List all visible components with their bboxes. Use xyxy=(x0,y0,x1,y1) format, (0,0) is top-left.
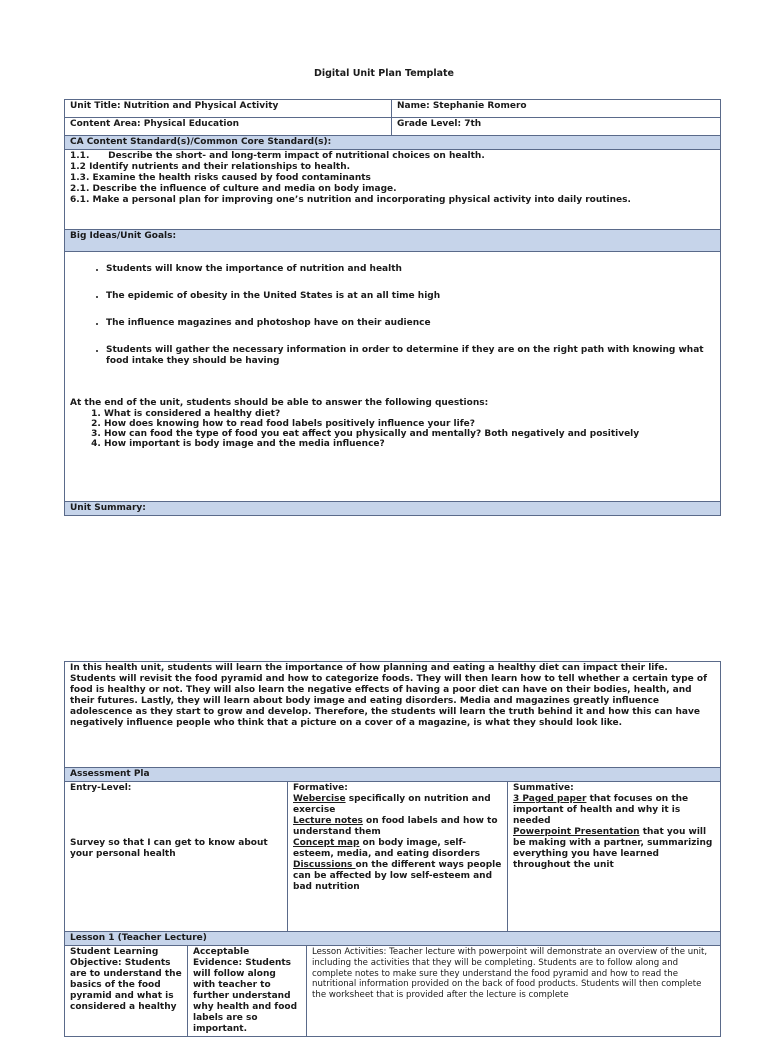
summative-cell xyxy=(508,782,721,932)
list-item: 2. How does knowing how to read food labels positively influence your life? xyxy=(104,419,715,429)
content-area-cell: Content Area: Physical Education xyxy=(65,118,392,136)
teacher-name-cell: Name: Stephanie Romero xyxy=(392,100,721,118)
lecture-notes-text: on food labels and how to understand them xyxy=(293,816,498,837)
unit-summary-header: Unit Summary: xyxy=(65,502,721,516)
concept-map-text: on body image, self-esteem, media, and eating disorders xyxy=(293,838,480,859)
unit-plan-table-continued xyxy=(64,661,721,1037)
lesson1-objective: Student Learning Objective: Students are to understand the basics of the food pyramid and what is considered a healthy xyxy=(65,946,188,1037)
list-item: 4. How important is body image and the media influence? xyxy=(104,439,715,449)
formative-cell xyxy=(288,782,508,932)
summative-header: Summative: xyxy=(513,783,574,793)
list-item: • Students will gather the necessary information in order to determine if they are on the right path with knowing what food intake they should be having xyxy=(106,345,715,367)
questions-intro: At the end of the unit, students should be able to answer the following questions: xyxy=(70,398,489,408)
formative-header: Formative: xyxy=(293,783,348,793)
presentation-link[interactable]: Powerpoint Presentation xyxy=(513,827,640,837)
webercise-text: specifically on nutrition and exercise xyxy=(293,794,491,815)
presentation-text: that you will be making with a partner, summarizing everything you have learned throughout the unit xyxy=(513,827,713,870)
big-ideas-section xyxy=(65,252,721,502)
entry-level-cell xyxy=(65,782,288,932)
lesson1-evidence: Acceptable Evidence: Students will follow along with teacher to further understand why health and food labels are so important. xyxy=(188,946,307,1037)
unit-plan-table xyxy=(64,99,721,516)
paper-text: that focuses on the important of health and why it is needed xyxy=(513,794,689,826)
lesson1-header: Lesson 1 (Teacher Lecture) xyxy=(65,932,721,946)
list-item: • Students will know the importance of nutrition and health xyxy=(106,264,715,275)
lecture-notes-link[interactable]: Lecture notes xyxy=(293,816,363,826)
standards-list xyxy=(65,150,721,230)
lesson1-activities: Lesson Activities: Teacher lecture with powerpoint will demonstrate an overview of the unit, including the activities that they will be completing. Students are to follow along and complete notes to make sure they understand the food pyramid and how to read the nutritional information provided on the back of food products. Students will then complete the worksheet that is provided after the lecture is complete xyxy=(307,946,721,1037)
big-ideas-list xyxy=(70,264,715,367)
assessment-header: Assessment Pla xyxy=(65,768,721,782)
paper-link[interactable]: 3 Paged paper xyxy=(513,794,587,804)
discussions-text: on the different ways people can be affected by low self-esteem and bad nutrition xyxy=(293,860,502,892)
standard-item: 1.1. Describe the short- and long-term impact of nutritional choices on health. xyxy=(70,151,485,161)
list-item: 3. How can food the type of food you eat affect you physically and mentally? Both negatively and positively xyxy=(104,429,715,439)
discussions-link[interactable]: Discussions xyxy=(293,860,356,870)
standard-item: 6.1. Make a personal plan for improving one’s nutrition and incorporating physical activity into daily routines. xyxy=(70,195,631,205)
standard-item: 1.3. Examine the health risks caused by food contaminants xyxy=(70,173,371,183)
unit-title-cell: Unit Title: Nutrition and Physical Activity xyxy=(65,100,392,118)
questions-list xyxy=(70,409,715,449)
entry-level-text: Survey so that I can get to know about your personal health xyxy=(70,838,268,859)
standards-header: CA Content Standard(s)/Common Core Standard(s): xyxy=(65,136,721,150)
list-item: • The influence magazines and photoshop have on their audience xyxy=(106,318,715,329)
big-ideas-header: Big Ideas/Unit Goals: xyxy=(65,230,721,252)
webercise-link[interactable]: Webercise xyxy=(293,794,346,804)
standard-item: 1.2 Identify nutrients and their relationships to health. xyxy=(70,162,351,172)
list-item: 1. What is considered a healthy diet? xyxy=(104,409,715,419)
standard-item: 2.1. Describe the influence of culture and media on body image. xyxy=(70,184,397,194)
page-title: Digital Unit Plan Template xyxy=(313,68,454,79)
entry-level-header: Entry-Level: xyxy=(70,783,132,793)
list-item: • The epidemic of obesity in the United States is at an all time high xyxy=(106,291,715,302)
unit-summary-text: In this health unit, students will learn the importance of how planning and eating a healthy diet can impact their life. Students will revisit the food pyramid and how to categorize foods. They will then learn how to tell whether a certain type of food is healthy or not. They will also learn the negative effects of having a poor diet can have on their bodies, health, and their futures. Lastly, they will learn about body image and eating disorders. Media and magazines greatly influence adolescence as they start to grow and develop. Therefore, the students will learn the truth behind it and how this can have negatively influence people who think that a picture on a cover of a magazine, is what they should look like. xyxy=(65,662,721,768)
concept-map-link[interactable]: Concept map xyxy=(293,838,360,848)
grade-level-cell: Grade Level: 7th xyxy=(392,118,721,136)
